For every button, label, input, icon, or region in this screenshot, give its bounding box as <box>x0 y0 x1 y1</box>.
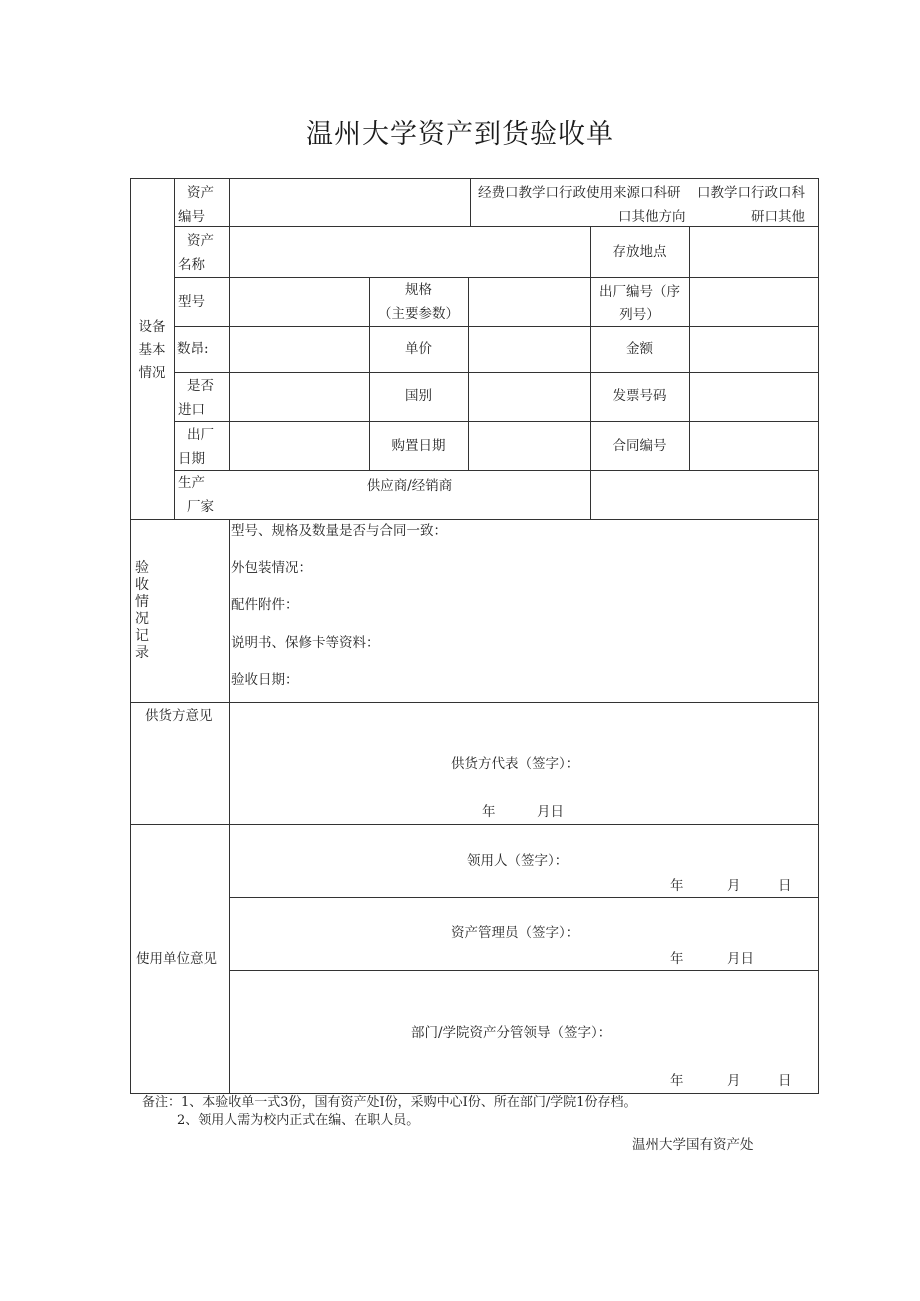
label-country: 国别 <box>405 388 432 404</box>
label-supplier: 供应商/经销商 <box>366 478 453 494</box>
inspection-item: 配件附件： <box>231 597 299 613</box>
leader-date-day: 日 <box>778 1073 792 1089</box>
supplier-date-year: 年 <box>482 804 496 820</box>
label-quantity: 数昂: <box>177 341 209 357</box>
row-divider <box>174 470 819 471</box>
label-purchase-date: 购置日期 <box>391 438 446 454</box>
label-contract-number: 合同编号 <box>612 438 667 454</box>
footer-organization: 温州大学国有资产处 <box>632 1137 754 1153</box>
inspection-item: 验收日期： <box>231 672 299 688</box>
recipient-signature: 领用人（签字）： <box>467 853 569 869</box>
label-manufacture-date: 出厂 日期 <box>178 427 214 467</box>
note-line-1: 备注：1、本验收单一式3份，国有资产处I份，采购中心I份、所在部门/学院1份存档。 <box>142 1095 637 1110</box>
recipient-date-year: 年 <box>670 878 684 894</box>
supplier-date-month-day: 月日 <box>537 804 564 820</box>
usage-direction-options: 口教学口行政口科 研口其他 <box>697 185 805 225</box>
recipient-date-day: 日 <box>778 878 792 894</box>
label-imported: 是否 进口 <box>178 378 214 418</box>
row-divider <box>229 970 819 971</box>
label-asset-number: 资产 编号 <box>178 185 214 225</box>
row-divider <box>174 372 819 373</box>
label-storage-location: 存放地点 <box>612 244 667 260</box>
leader-date-year: 年 <box>670 1073 684 1089</box>
col-divider <box>174 178 175 519</box>
section-label-line: 基本 <box>138 342 166 358</box>
inspection-item: 外包装情况： <box>231 560 312 576</box>
row-divider <box>174 326 819 327</box>
col-divider <box>470 178 471 226</box>
label-serial-number: 出厂编号（序 列号） <box>599 284 680 323</box>
note-line-2: 2、领用人需为校内正式在编、在职人员。 <box>177 1113 420 1128</box>
section-label-inspection: 验收情况记录 <box>135 560 149 661</box>
inspection-item: 型号、规格及数量是否与合同一致： <box>231 523 447 539</box>
row-divider <box>229 897 819 898</box>
col-divider <box>590 226 591 519</box>
admin-date-month-day: 月日 <box>727 951 754 967</box>
col-divider <box>229 519 230 1094</box>
recipient-date-month: 月 <box>727 878 741 894</box>
label-manufacturer: 生产 厂家 <box>178 475 214 515</box>
label-model: 型号 <box>178 294 205 310</box>
section-label-supplier-opinion: 供货方意见 <box>145 708 213 724</box>
label-invoice-number: 发票号码 <box>612 388 667 404</box>
row-divider <box>174 277 819 278</box>
leader-signature: 部门/学院资产分管领导（签字）： <box>411 1025 612 1041</box>
page-title: 温州大学资产到货验收单 <box>306 119 614 150</box>
asset-admin-signature: 资产管理员（签字）： <box>451 925 580 941</box>
section-label-line: 设备 <box>138 319 166 335</box>
col-divider <box>689 226 690 470</box>
label-unit-price: 单价 <box>405 341 432 357</box>
col-divider <box>229 178 230 470</box>
admin-date-year: 年 <box>670 951 684 967</box>
section-label-user-unit: 使用单位意见 <box>136 951 217 967</box>
label-amount: 金额 <box>626 341 653 357</box>
funding-source-options: 经费口教学口行政使用来源口科研 口其他方向 <box>478 185 686 225</box>
col-divider <box>468 277 469 470</box>
row-divider <box>174 421 819 422</box>
label-asset-name: 资产 名称 <box>178 233 214 273</box>
section-label-basic <box>130 316 174 385</box>
section-divider <box>130 824 819 825</box>
label-spec: 规格 （主要参数） <box>378 282 459 322</box>
section-divider <box>130 702 819 703</box>
inspection-item: 说明书、保修卡等资料： <box>231 635 380 651</box>
supplier-rep-signature: 供货方代表（签字）： <box>451 756 580 772</box>
leader-date-month: 月 <box>727 1073 741 1089</box>
section-label-line: 情况 <box>138 365 166 381</box>
